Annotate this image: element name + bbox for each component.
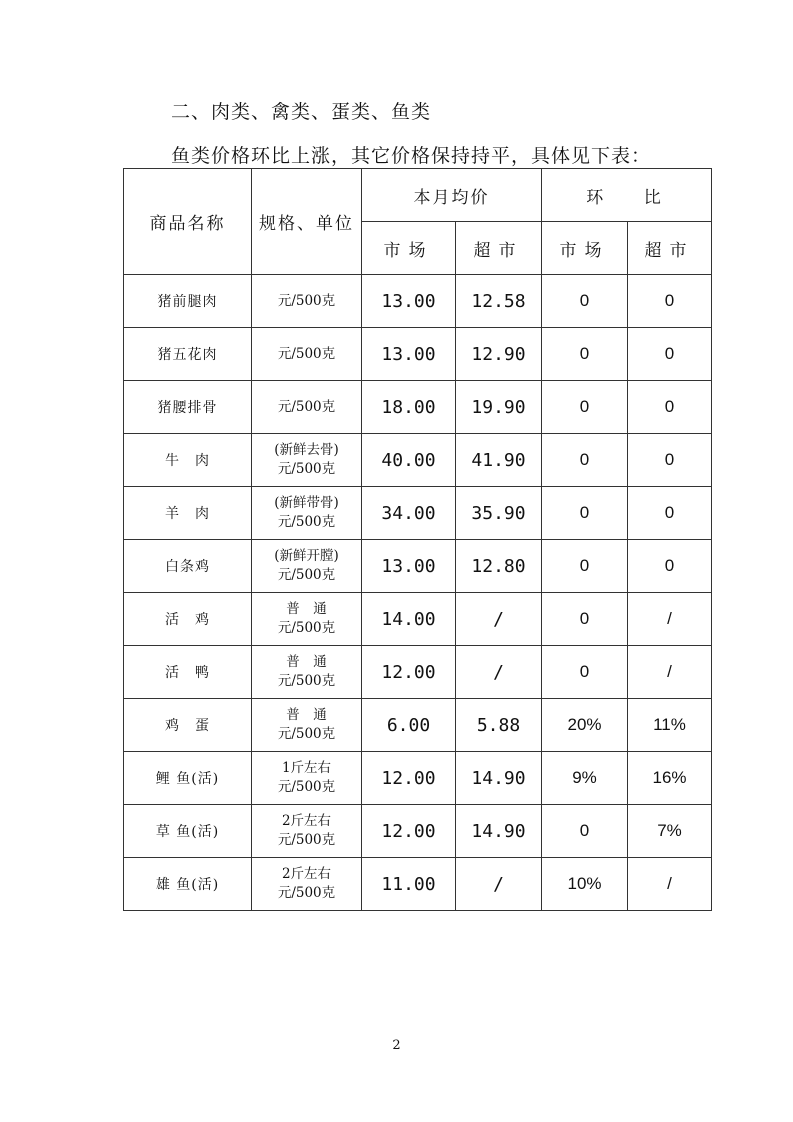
product-name: 猪前腿肉 — [124, 275, 252, 328]
product-name: 鸡 蛋 — [124, 699, 252, 752]
product-name: 猪五花肉 — [124, 328, 252, 381]
header-supermarket: 超市 — [456, 222, 542, 275]
mom-supermarket: 0 — [628, 381, 712, 434]
product-spec — [252, 434, 362, 487]
market-price: 40.00 — [362, 434, 456, 487]
supermarket-price: 14.90 — [456, 752, 542, 805]
mom-supermarket: 0 — [628, 275, 712, 328]
table-row — [124, 540, 712, 593]
table-row — [124, 858, 712, 911]
header-mom: 环 比 — [542, 169, 712, 222]
mom-supermarket: 0 — [628, 540, 712, 593]
spec-line-1: (新鲜去骨) — [274, 442, 339, 458]
table-row — [124, 646, 712, 699]
mom-market: 0 — [542, 646, 628, 699]
product-spec — [252, 328, 362, 381]
section-heading: 二、肉类、禽类、蛋类、鱼类 — [171, 101, 432, 123]
market-price: 6.00 — [362, 699, 456, 752]
spec-line-1: 普 通 — [286, 654, 327, 670]
mom-supermarket: / — [628, 858, 712, 911]
product-name: 牛 肉 — [124, 434, 252, 487]
mom-supermarket: 0 — [628, 328, 712, 381]
product-name: 猪腰排骨 — [124, 381, 252, 434]
header-market: 市场 — [362, 222, 456, 275]
table-row — [124, 381, 712, 434]
mom-supermarket: 0 — [628, 434, 712, 487]
spec-line-1: 1斤左右 — [281, 760, 332, 776]
product-spec — [252, 381, 362, 434]
market-price: 12.00 — [362, 752, 456, 805]
product-spec — [252, 275, 362, 328]
market-price: 13.00 — [362, 540, 456, 593]
mom-market: 0 — [542, 434, 628, 487]
supermarket-price: / — [456, 646, 542, 699]
market-price: 34.00 — [362, 487, 456, 540]
mom-market: 0 — [542, 328, 628, 381]
product-name: 鲤 鱼(活) — [124, 752, 252, 805]
table-row — [124, 805, 712, 858]
spec-unit: 元/500克 — [277, 345, 336, 362]
spec-unit: 元/500克 — [277, 885, 336, 901]
header-avg-price: 本月均价 — [362, 169, 542, 222]
spec-line-1: 2斤左右 — [281, 866, 332, 882]
supermarket-price: 14.90 — [456, 805, 542, 858]
market-price: 18.00 — [362, 381, 456, 434]
market-price: 14.00 — [362, 593, 456, 646]
mom-market: 20% — [542, 699, 628, 752]
table-row — [124, 593, 712, 646]
mom-market: 9% — [542, 752, 628, 805]
product-name: 白条鸡 — [124, 540, 252, 593]
spec-unit: 元/500克 — [277, 461, 336, 477]
market-price: 13.00 — [362, 275, 456, 328]
page-number: 2 — [392, 1038, 401, 1053]
mom-market: 0 — [542, 275, 628, 328]
product-name: 雄 鱼(活) — [124, 858, 252, 911]
spec-line-1: (新鲜带骨) — [274, 495, 339, 511]
spec-line-1: (新鲜开膛) — [274, 548, 339, 564]
header-spec: 规格、单位 — [252, 169, 362, 275]
mom-supermarket: 16% — [628, 752, 712, 805]
supermarket-price: 12.58 — [456, 275, 542, 328]
product-spec — [252, 593, 362, 646]
mom-supermarket: 11% — [628, 699, 712, 752]
table-header-row — [124, 169, 712, 222]
product-spec — [252, 805, 362, 858]
market-price: 13.00 — [362, 328, 456, 381]
mom-market: 0 — [542, 540, 628, 593]
spec-line-1: 2斤左右 — [281, 813, 332, 829]
header-mom-market: 市场 — [542, 222, 628, 275]
table-row — [124, 752, 712, 805]
product-name: 羊 肉 — [124, 487, 252, 540]
table-row — [124, 434, 712, 487]
product-spec — [252, 646, 362, 699]
mom-supermarket: / — [628, 593, 712, 646]
mom-supermarket: 0 — [628, 487, 712, 540]
table-row — [124, 328, 712, 381]
spec-unit: 元/500克 — [277, 673, 336, 689]
supermarket-price: 35.90 — [456, 487, 542, 540]
supermarket-price: 5.88 — [456, 699, 542, 752]
product-spec — [252, 699, 362, 752]
product-spec — [252, 487, 362, 540]
supermarket-price: / — [456, 593, 542, 646]
supermarket-price: / — [456, 858, 542, 911]
mom-supermarket: / — [628, 646, 712, 699]
market-price: 12.00 — [362, 805, 456, 858]
table-row — [124, 487, 712, 540]
intro-paragraph: 鱼类价格环比上涨，其它价格保持持平，具体见下表： — [171, 145, 652, 167]
spec-unit: 元/500克 — [277, 779, 336, 795]
spec-line-1: 普 通 — [286, 707, 327, 723]
spec-line-1: 普 通 — [286, 601, 327, 617]
market-price: 12.00 — [362, 646, 456, 699]
product-spec — [252, 858, 362, 911]
product-spec — [252, 752, 362, 805]
mom-market: 0 — [542, 805, 628, 858]
product-spec — [252, 540, 362, 593]
mom-market: 10% — [542, 858, 628, 911]
header-mom-supermarket: 超市 — [628, 222, 712, 275]
table-row — [124, 275, 712, 328]
spec-unit: 元/500克 — [277, 620, 336, 636]
supermarket-price: 12.90 — [456, 328, 542, 381]
spec-unit: 元/500克 — [277, 726, 336, 742]
market-price: 11.00 — [362, 858, 456, 911]
mom-market: 0 — [542, 593, 628, 646]
spec-unit: 元/500克 — [277, 567, 336, 583]
price-table — [123, 168, 712, 911]
product-name: 草 鱼(活) — [124, 805, 252, 858]
mom-market: 0 — [542, 381, 628, 434]
spec-unit: 元/500克 — [277, 292, 336, 309]
supermarket-price: 12.80 — [456, 540, 542, 593]
supermarket-price: 19.90 — [456, 381, 542, 434]
table-row — [124, 699, 712, 752]
spec-unit: 元/500克 — [277, 398, 336, 415]
spec-unit: 元/500克 — [277, 514, 336, 530]
spec-unit: 元/500克 — [277, 832, 336, 848]
header-name: 商品名称 — [124, 169, 252, 275]
product-name: 活 鸭 — [124, 646, 252, 699]
mom-supermarket: 7% — [628, 805, 712, 858]
mom-market: 0 — [542, 487, 628, 540]
product-name: 活 鸡 — [124, 593, 252, 646]
supermarket-price: 41.90 — [456, 434, 542, 487]
